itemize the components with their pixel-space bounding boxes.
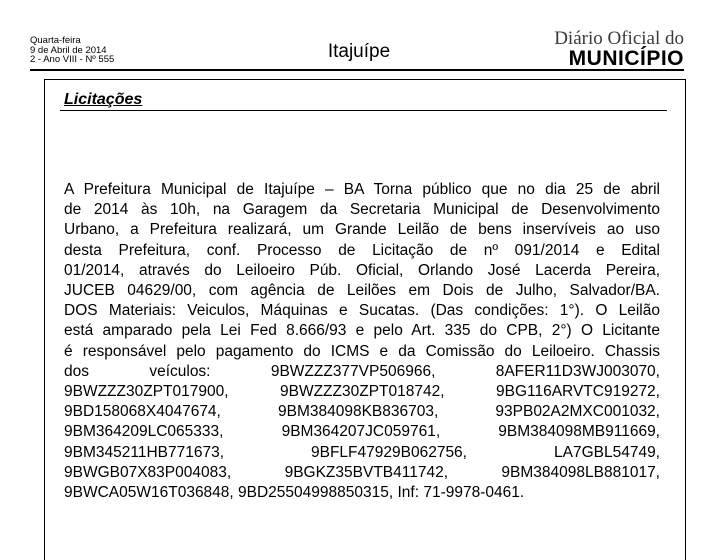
newspaper-logo xyxy=(554,30,684,70)
auction-notice xyxy=(64,180,660,503)
notice-line: desta Prefeitura, conf. Processo de Licitação de nº 091/2014 e Edital xyxy=(64,241,660,259)
notice-line: A Prefeitura Municipal de Itajuípe – BA Torna público que no dia 25 de abril xyxy=(64,181,660,198)
notice-line: de 2014 às 10h, na Garagem da Secretaria Municipal de Desenvolvimento xyxy=(64,201,660,219)
section-divider xyxy=(60,110,667,111)
city-name: Itajuípe xyxy=(327,41,391,62)
notice-line: Urbano, a Prefeitura realizará, um Grande Leilão de bens inservíveis ao uso xyxy=(64,221,660,239)
issue-date: 9 de Abril de 2014 xyxy=(30,44,107,56)
notice-line: dos veículos: 9BWZZZ377VP506966, 8AFER11D3WJ003070, xyxy=(64,362,660,380)
weekday: Quarta-feira xyxy=(30,35,81,46)
notice-line: está amparado pela Lei Fed 8.666/93 e pelo Art. 335 do CPB, 2°) O Licitante xyxy=(64,322,660,340)
notice-line: 9BD158068X4047674, 9BM384098KB836703, 93PB02A2MXC001032, xyxy=(64,403,660,421)
header-divider xyxy=(30,69,684,71)
notice-line: é responsável pelo pagamento do ICMS e da Comissão do Leiloeiro. Chassis xyxy=(64,342,660,360)
notice-line: 9BM345211HB771673, 9BFLF47929B062756, LA7GBL54749, xyxy=(64,443,660,461)
edition-number: 2 - Ano VIII - Nº 555 xyxy=(30,54,115,65)
notice-line: 9BWGB07X83P004083, 9BGKZ35BVTB411742, 9BM384098LB881017, xyxy=(64,463,660,481)
notice-line: JUCEB 04629/00, com agência de Leilões em Dois de Julho, Salvador/BA. xyxy=(64,282,660,300)
section-title: Licitações xyxy=(64,91,143,108)
notice-line: 9BM364209LC065333, 9BM364207JC059761, 9BM384098MB911669, xyxy=(64,423,660,441)
notice-line: 9BWCA05W16T036848, 9BD25504998850315, Inf: 71-9978-0461. xyxy=(64,484,525,502)
notice-line: 9BWZZZ30ZPT017900, 9BWZZZ30ZPT018742, 9BG116ARVTC919272, xyxy=(64,383,660,401)
notice-line: DOS Materiais: Veiculos, Máquinas e Sucatas. (Das condições: 1°). O Leilão xyxy=(64,302,660,320)
logo-top-line: Diário Oficial do xyxy=(554,28,684,49)
logo-bottom-line: MUNICÍPIO xyxy=(568,47,684,70)
notice-line: 01/2014, através do Leiloeiro Púb. Oficial, Orlando José Lacerda Pereira, xyxy=(64,261,660,279)
